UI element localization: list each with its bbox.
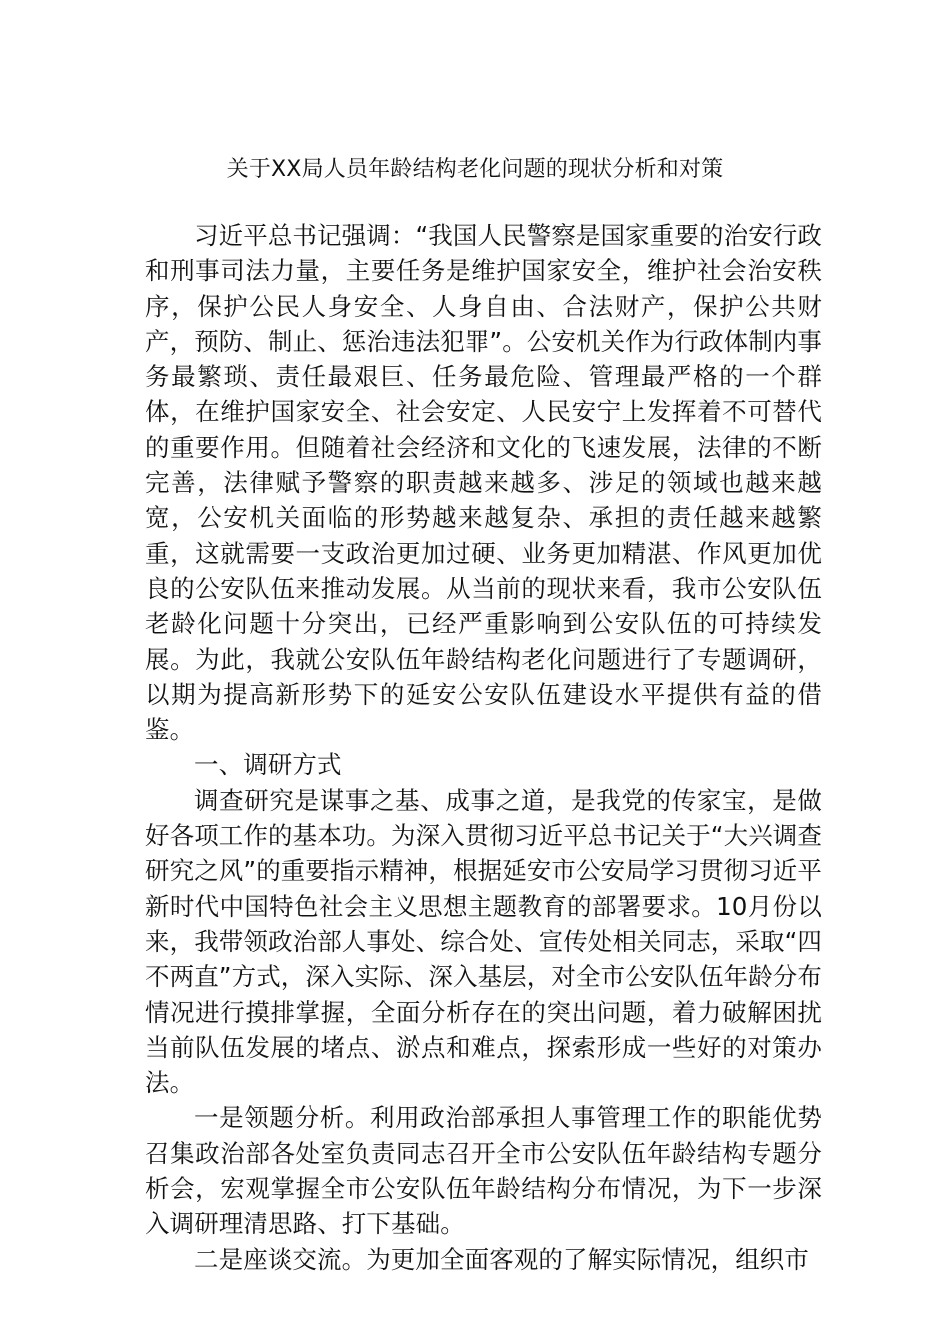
paragraph-topic-analysis: 一是领题分析。利用政治部承担人事管理工作的职能优势召集政治部各处室负责同志召开全市公安队伍年龄结构专题分析会，宏观掌握全市公安队伍年龄结构分布情况，为下一步深入调研理清思路、打下基础。 xyxy=(145,1103,822,1239)
section-heading-research-method: 一、调研方式 xyxy=(194,750,342,780)
paragraph-research-method: 调查研究是谋事之基、成事之道，是我党的传家宝，是做好各项工作的基本功。为深入贯彻习近平总书记关于“大兴调查研究之风”的重要指示精神，根据延安市公安局学习贯彻习近平新时代中国特色社会主义思想主题教育的部署要求。10月份以来，我带领政治部人事处、综合处、宣传处相关同志，采取“四不两直”方式，深入实际、深入基层，对全市公安队伍年龄分布情况进行摸排掌握，全面分析存在的突出问题，着力破解困扰当前队伍发展的堵点、淤点和难点，探索形成一些好的对策办法。 xyxy=(145,785,822,1098)
document-title: 关于XX局人员年龄结构老化问题的现状分析和对策 xyxy=(226,157,724,182)
document-body xyxy=(145,218,822,1277)
paragraph-discussion: 二是座谈交流。为更加全面客观的了解实际情况，组织市 xyxy=(194,1244,809,1274)
paragraph-intro: 习近平总书记强调：“我国人民警察是国家重要的治安行政和刑事司法力量，主要任务是维护国家安全，维护社会治安秩序，保护公民人身安全、人身自由、合法财产，保护公共财产，预防、制止、惩治违法犯罪”。公安机关作为行政体制内事务最繁琐、责任最艰巨、任务最危险、管理最严格的一个群体，在维护国家安全、社会安定、人民安宁上发挥着不可替代的重要作用。但随着社会经济和文化的飞速发展，法律的不断完善，法律赋予警察的职责越来越多、涉足的领域也越来越宽，公安机关面临的形势越来越复杂、承担的责任越来越繁重，这就需要一支政治更加过硬、业务更加精湛、作风更加优良的公安队伍来推动发展。从当前的现状来看，我市公安队伍老龄化问题十分突出，已经严重影响到公安队伍的可持续发展。为此，我就公安队伍年龄结构老化问题进行了专题调研，以期为提高新形势下的延安公安队伍建设水平提供有益的借鉴。 xyxy=(145,221,822,745)
